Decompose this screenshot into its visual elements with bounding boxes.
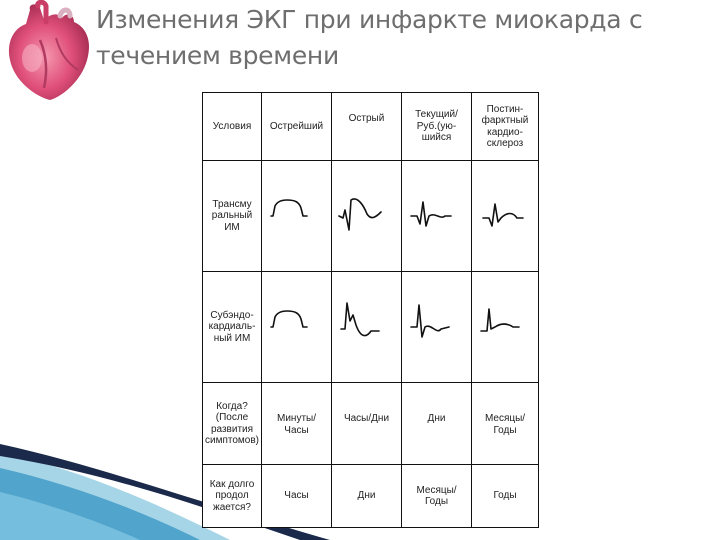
table-row — [203, 383, 539, 465]
cell-text: Месяцы/ Годы — [484, 413, 526, 436]
ecg-trace-transmural-scar — [475, 186, 535, 246]
cell-text: Месяцы/ Годы — [416, 484, 457, 507]
table-cell — [472, 383, 539, 465]
row-label-duration — [203, 465, 262, 528]
table-cell — [402, 465, 472, 528]
ecg-trace-transmural-acute — [337, 186, 397, 246]
row-label-when — [203, 383, 262, 465]
ecg-trace-subendo-acute — [337, 297, 397, 357]
header-cell-hyperacute — [262, 93, 332, 161]
table-row — [203, 465, 539, 528]
ecg-trace-cell — [402, 161, 472, 272]
ecg-trace-cell — [332, 272, 402, 383]
table-cell — [262, 465, 332, 528]
header-label: Острейший — [269, 120, 324, 132]
cell-text: Годы — [493, 490, 517, 502]
ecg-trace-cell — [262, 161, 332, 272]
table-cell — [332, 465, 402, 528]
table-cell — [472, 465, 539, 528]
table-cell — [332, 383, 402, 465]
ecg-trace-subendo-scar — [475, 297, 535, 357]
cell-text: Часы — [284, 490, 309, 502]
ecg-trace-subendo-hyperacute — [267, 297, 327, 357]
table-row — [203, 272, 539, 383]
header-label: Текущий/ Руб.(ую- шийся — [415, 109, 458, 144]
ecg-trace-transmural-hyperacute — [267, 186, 327, 246]
cell-text: Минуты/ Часы — [277, 413, 316, 436]
row-label-text: Трансму ральный ИМ — [211, 198, 253, 233]
heart-icon — [0, 0, 96, 106]
header-cell-acute — [332, 93, 402, 161]
header-label: Острый — [348, 113, 385, 124]
header-cell-conditions — [203, 93, 262, 161]
cell-text: Часы/Дни — [343, 413, 390, 424]
row-label-transmural — [203, 161, 262, 272]
header-label: Условия — [212, 120, 252, 132]
header-label: Постин- фарктный кардио- склероз — [481, 103, 529, 149]
row-label-text: Субэндо- кардиаль- ный ИМ — [208, 309, 256, 344]
cell-text: Дни — [357, 490, 376, 502]
table-cell — [262, 383, 332, 465]
table-row — [203, 93, 539, 161]
header-cell-evolving — [402, 93, 472, 161]
ecg-trace-subendo-subacute — [407, 297, 467, 357]
table-cell — [402, 383, 472, 465]
row-label-text: Когда? (После развития симптомов) — [205, 400, 259, 446]
ecg-table — [202, 92, 539, 528]
row-label-subendocardial — [203, 272, 262, 383]
ecg-trace-cell — [472, 161, 539, 272]
ecg-trace-transmural-subacute — [407, 186, 467, 246]
ecg-trace-cell — [402, 272, 472, 383]
ecg-trace-cell — [262, 272, 332, 383]
row-label-text: Как долго продол жается? — [209, 478, 255, 513]
header-cell-scar — [472, 93, 539, 161]
cell-text: Дни — [427, 413, 446, 424]
table-row — [203, 161, 539, 272]
page-title: Изменения ЭКГ при инфаркте миокарда с течением времени — [96, 5, 643, 70]
ecg-trace-cell — [472, 272, 539, 383]
ecg-trace-cell — [332, 161, 402, 272]
